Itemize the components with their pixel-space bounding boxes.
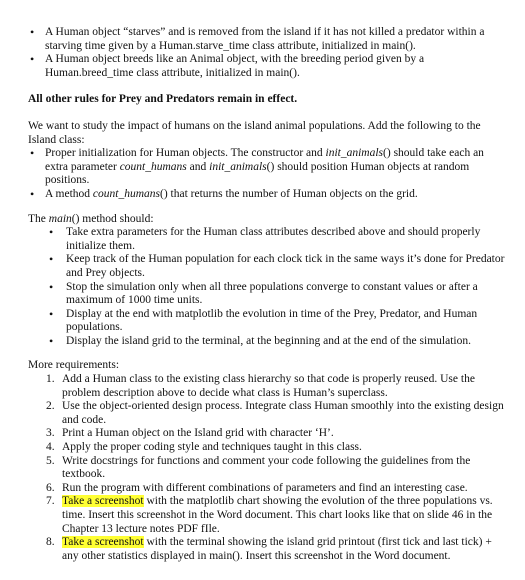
- highlighted-text: Take a screenshot: [62, 495, 144, 508]
- list-item: • Take extra parameters for the Human class attributes described above and should properly initialize them.: [28, 226, 507, 253]
- main-intro-paragraph: The main() method should:: [28, 212, 154, 225]
- list-item: • Display the island grid to the terminal, at the beginning and at the end of the simulation.: [28, 335, 507, 349]
- list-item: 5. Write docstrings for functions and comment your code following the guidelines from the textbook.: [46, 454, 471, 481]
- list-item: • A Human object breeds like an Animal object, with the breeding period given by a Human.breed_time class attribute, initialized in main().: [28, 53, 507, 80]
- list-item: 8. Take a screenshot with the terminal showing the island grid printout (first tick and last tick) + any other statistics displayed in main(). Insert this screenshot in the Word document.: [46, 536, 492, 562]
- human-rules-list: [28, 26, 507, 80]
- list-item: • Proper initialization for Human objects. The constructor and init_animals() should take each an extra parameter count_humans and init_animals() should position Human objects at random positions.: [28, 147, 507, 188]
- list-item: 6. Run the program with different combinations of parameters and find an interesting case.: [46, 481, 468, 494]
- list-item: 2. Use the object-oriented design process. Integrate class Human smoothly into the existing design and code.: [46, 400, 504, 426]
- list-item: 3. Print a Human object on the Island grid with character ‘H’.: [46, 427, 334, 440]
- main-requirements-list: [28, 226, 507, 348]
- list-item: 1. Add a Human class to the existing class hierarchy so that code is properly reused. Use the problem description above to decide what class is Human’s superclass.: [46, 373, 475, 399]
- list-item: 4. Apply the proper coding style and techniques taught in this class.: [46, 441, 362, 454]
- list-item: • Display at the end with matplotlib the evolution in time of the Prey, Predator, and Human populations.: [28, 308, 507, 335]
- list-item: • A method count_humans() that returns the number of Human objects on the grid.: [28, 188, 507, 202]
- list-item: • Keep track of the Human population for each clock tick in the same ways it’s done for Predator and Prey objects.: [28, 253, 507, 280]
- more-requirements-title: More requirements:: [28, 359, 120, 372]
- list-item: • Stop the simulation only when all three populations converge to constant values or after a maximum of 1000 time units.: [28, 281, 507, 308]
- more-requirements-list: [28, 373, 507, 563]
- highlighted-text: Take a screenshot: [62, 536, 144, 549]
- list-item: 7. Take a screenshot with the matplotlib chart showing the evolution of the three populations vs. time. Insert this screenshot in the Word document. This chart looks like that on slide 46 in the Chapter 13 lecture notes PDF fIle.: [46, 495, 493, 535]
- rules-note: All other rules for Prey and Predators remain in effect.: [28, 93, 298, 106]
- island-requirements-list: [28, 147, 507, 201]
- study-intro-paragraph: We want to study the impact of humans on the island animal populations. Add the following to the Island class:: [28, 119, 481, 146]
- list-item: • A Human object “starves” and is removed from the island if it has not killed a predator within a starving time given by a Human.starve_time class attribute, initialized in main().: [28, 26, 507, 53]
